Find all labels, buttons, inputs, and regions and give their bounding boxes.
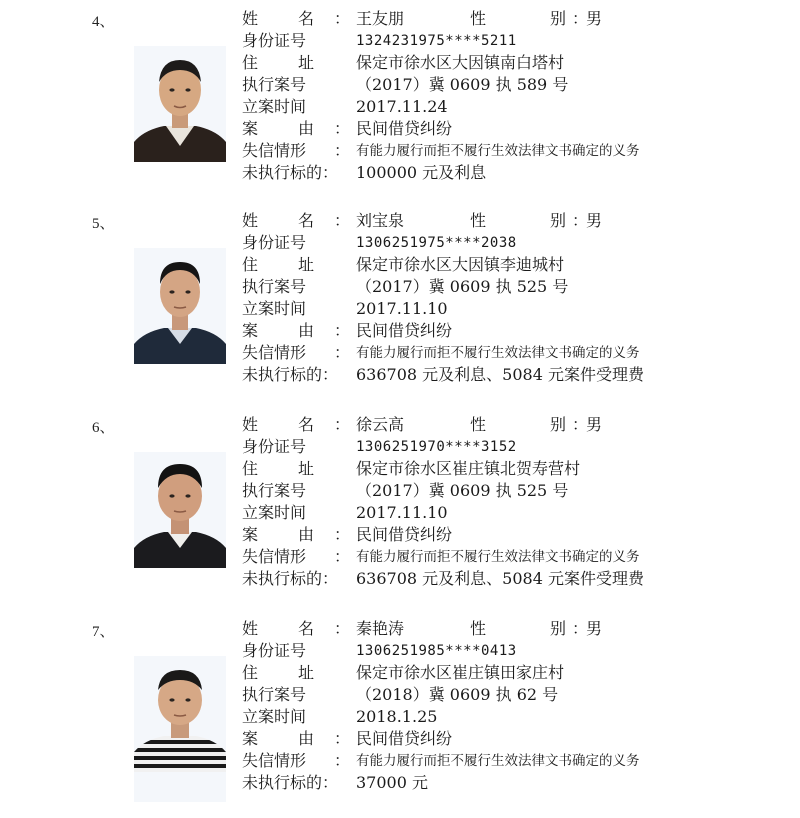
colon: ：	[334, 211, 351, 230]
colon: ：	[572, 415, 589, 434]
gender-value: 男	[586, 9, 603, 28]
person-photo	[134, 656, 226, 802]
unexecuted-label: 未执行标的	[242, 365, 323, 384]
case-cause-value: 民间借贷纠纷	[356, 321, 453, 340]
case-number-value: （2017）冀 0609 执 525 号	[356, 481, 569, 500]
name-value: 王友朋	[356, 9, 405, 28]
case-cause-value: 民间借贷纠纷	[356, 525, 453, 544]
entry-number: 5、	[92, 216, 115, 232]
id-value: 1324231975****5211	[356, 33, 517, 49]
case-number-value: （2017）冀 0609 执 525 号	[356, 277, 569, 296]
colon: ：	[334, 9, 351, 28]
colon: ：	[572, 9, 589, 28]
case-number-label: 执行案号	[242, 75, 307, 94]
person-photo	[134, 46, 226, 162]
unexecuted-value: 636708 元及利息、5084 元案件受理费	[356, 365, 644, 384]
filing-date-label: 立案时间	[242, 707, 307, 726]
address-label-char: 住	[242, 663, 259, 682]
address-label-char: 住	[242, 53, 259, 72]
gender-label-char: 别	[549, 9, 566, 28]
id-label: 身份证号	[242, 437, 307, 456]
colon: ：	[322, 569, 339, 588]
cause-label-char: 案	[242, 525, 259, 544]
gender-label-char: 性	[470, 619, 487, 638]
dishonesty-label: 失信情形	[242, 751, 307, 770]
person-photo	[134, 248, 226, 364]
address-value: 保定市徐水区大因镇南白塔村	[356, 53, 565, 72]
dishonesty-label: 失信情形	[242, 547, 307, 566]
name-label-char: 姓	[242, 9, 259, 28]
person-photo	[134, 452, 226, 568]
filing-date-label: 立案时间	[242, 299, 307, 318]
dishonesty-value: 有能力履行而拒不履行生效法律文书确定的义务	[356, 345, 640, 361]
colon: ：	[572, 211, 589, 230]
case-cause-value: 民间借贷纠纷	[356, 119, 453, 138]
cause-label-char: 由	[297, 321, 314, 340]
person-entry-4	[0, 8, 800, 208]
entry-number: 4、	[92, 14, 115, 30]
filing-date-value: 2017.11.10	[356, 503, 448, 522]
name-value: 徐云高	[356, 415, 405, 434]
unexecuted-value: 100000 元及利息	[356, 163, 487, 182]
case-cause-value: 民间借贷纠纷	[356, 729, 453, 748]
cause-label-char: 由	[297, 729, 314, 748]
name-label-char: 姓	[242, 415, 259, 434]
portrait-image	[134, 656, 226, 772]
case-number-label: 执行案号	[242, 277, 307, 296]
cause-label-char: 由	[297, 119, 314, 138]
colon: ：	[322, 773, 339, 792]
name-value: 秦艳涛	[356, 619, 405, 638]
colon: ：	[334, 343, 351, 362]
name-label-char: 名	[297, 211, 314, 230]
address-label-char: 址	[297, 663, 314, 682]
unexecuted-label: 未执行标的	[242, 773, 323, 792]
portrait-image	[134, 46, 226, 162]
colon: ：	[334, 729, 351, 748]
id-value: 1306251970****3152	[356, 439, 517, 455]
dishonesty-value: 有能力履行而拒不履行生效法律文书确定的义务	[356, 143, 640, 159]
address-value: 保定市徐水区大因镇李迪城村	[356, 255, 565, 274]
entry-number: 6、	[92, 420, 115, 436]
filing-date-value: 2017.11.10	[356, 299, 448, 318]
gender-label-char: 性	[470, 9, 487, 28]
colon: ：	[334, 751, 351, 770]
address-value: 保定市徐水区崔庄镇北贺寿营村	[356, 459, 581, 478]
colon: ：	[572, 619, 589, 638]
filing-date-label: 立案时间	[242, 97, 307, 116]
id-label: 身份证号	[242, 233, 307, 252]
person-entry-6	[0, 414, 800, 614]
case-number-value: （2017）冀 0609 执 589 号	[356, 75, 569, 94]
name-label-char: 名	[297, 415, 314, 434]
unexecuted-value: 37000 元	[356, 773, 428, 792]
address-label-char: 住	[242, 255, 259, 274]
address-label-char: 址	[297, 53, 314, 72]
colon: ：	[334, 119, 351, 138]
unexecuted-label: 未执行标的	[242, 163, 323, 182]
gender-label-char: 性	[470, 211, 487, 230]
dishonesty-label: 失信情形	[242, 141, 307, 160]
case-number-value: （2018）冀 0609 执 62 号	[356, 685, 559, 704]
id-label: 身份证号	[242, 31, 307, 50]
case-number-label: 执行案号	[242, 685, 307, 704]
gender-value: 男	[586, 619, 603, 638]
gender-value: 男	[586, 211, 603, 230]
gender-value: 男	[586, 415, 603, 434]
filing-date-value: 2017.11.24	[356, 97, 448, 116]
gender-label-char: 别	[549, 415, 566, 434]
colon: ：	[334, 547, 351, 566]
portrait-image	[134, 248, 226, 364]
case-number-label: 执行案号	[242, 481, 307, 500]
colon: ：	[322, 365, 339, 384]
entry-number: 7、	[92, 624, 115, 640]
name-label-char: 名	[297, 619, 314, 638]
unexecuted-value: 636708 元及利息、5084 元案件受理费	[356, 569, 644, 588]
address-label-char: 住	[242, 459, 259, 478]
person-entry-5	[0, 210, 800, 410]
name-value: 刘宝泉	[356, 211, 405, 230]
gender-label-char: 别	[549, 619, 566, 638]
address-label-char: 址	[297, 255, 314, 274]
name-label-char: 姓	[242, 211, 259, 230]
gender-label-char: 性	[470, 415, 487, 434]
id-value: 1306251985****0413	[356, 643, 517, 659]
address-label-char: 址	[297, 459, 314, 478]
id-label: 身份证号	[242, 641, 307, 660]
name-label-char: 姓	[242, 619, 259, 638]
portrait-image	[134, 452, 226, 568]
cause-label-char: 由	[297, 525, 314, 544]
colon: ：	[334, 619, 351, 638]
address-value: 保定市徐水区崔庄镇田家庄村	[356, 663, 565, 682]
colon: ：	[334, 415, 351, 434]
filing-date-value: 2018.1.25	[356, 707, 438, 726]
dishonesty-value: 有能力履行而拒不履行生效法律文书确定的义务	[356, 549, 640, 565]
dishonesty-value: 有能力履行而拒不履行生效法律文书确定的义务	[356, 753, 640, 769]
name-label-char: 名	[297, 9, 314, 28]
colon: ：	[334, 321, 351, 340]
unexecuted-label: 未执行标的	[242, 569, 323, 588]
colon: ：	[334, 141, 351, 160]
dishonesty-label: 失信情形	[242, 343, 307, 362]
cause-label-char: 案	[242, 321, 259, 340]
id-value: 1306251975****2038	[356, 235, 517, 251]
colon: ：	[334, 525, 351, 544]
gender-label-char: 别	[549, 211, 566, 230]
colon: ：	[322, 163, 339, 182]
cause-label-char: 案	[242, 119, 259, 138]
filing-date-label: 立案时间	[242, 503, 307, 522]
person-entry-7	[0, 618, 800, 818]
cause-label-char: 案	[242, 729, 259, 748]
